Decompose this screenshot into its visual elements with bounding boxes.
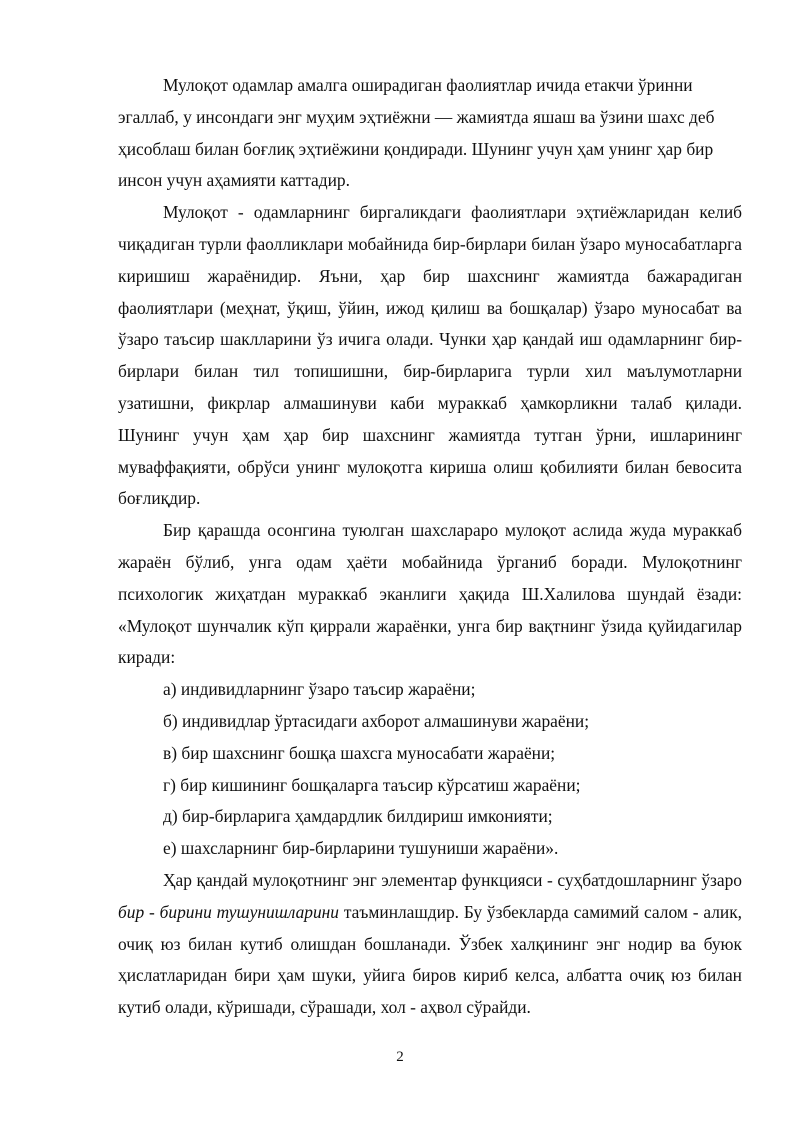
list-item: д) бир-бирларига ҳамдардлик билдириш имконияти; [163, 806, 553, 827]
paragraph-4-text-after: таъминлашдир. Бу ўзбекларда самимий салом - алик, очиқ юз билан кутиб олишдан бошланади. Ўзбек халқининг энг нодир ва буюк ҳислатларидан бири ҳам шуки, уйига биров кириб келса, албатта очиқ юз билан кутиб олади, кўришади, сўрашади, хол - аҳвол сўрайди. [118, 901, 742, 1018]
list-item: г) бир кишининг бошқаларга таъсир кўрсатиш жараёни; [163, 774, 581, 795]
paragraph-3: Бир қарашда осонгина туюлган шахслараро мулоқот аслида жуда мураккаб жараён бўлиб, унга одам ҳаёти мобайнида ўрганиб боради. Мулоқотнинг психологик жиҳатдан мураккаб эканлиги ҳақида Ш.Халилова шундай ёзади: «Мулоқот шунчалик кўп қиррали жараёнки, унга бир вақтнинг ўзида қуйидагилар киради: [118, 520, 742, 668]
paragraph-4-italic-phrase: бир - бирини тушунишларини [118, 901, 339, 922]
list-item: а) индивидларнинг ўзаро таъсир жараёни; [163, 679, 476, 700]
paragraph-2: Мулоқот - одамларнинг биргаликдаги фаолиятлари эҳтиёжларидан келиб чиқадиган турли фаолликлари мобайнида бир-бирлари билан ўзаро муносабатларга киришиш жараёнидир. Яъни, ҳар бир шахснинг жамиятда бажарадиган фаолиятлари (меҳнат, ўқиш, ўйин, ижод қилиш ва бошқалар) ўзаро муносабат ва ўзаро таъсир шаклларини ўз ичига олади. Чунки ҳар қандай иш одамларнинг бир-бирлари билан тил топишишни, бир-бирларига турли хил маълумотларни узатишни, фикрлар алмашинуви каби мураккаб ҳамкорликни талаб қилади. Шунинг учун ҳам ҳар бир шахснинг жамиятда тутган ўрни, ишларининг муваффақияти, обрўси унинг мулоқотга кириша олиш қобилияти билан бевосита боғлиқдир. [118, 202, 742, 509]
page-number: 2 [396, 1049, 404, 1065]
list-item: в) бир шахснинг бошқа шахсга муносабати жараёни; [163, 742, 556, 763]
paragraph-4 [118, 865, 742, 1024]
list-item: е) шахсларнинг бир-бирларини тушуниши жараёни». [163, 838, 559, 859]
paragraph-1: Мулоқот одамлар амалга оширадиган фаолиятлар ичида етакчи ўринни эгаллаб, у инсондаги энг муҳим эҳтиёжни — жамиятда яшаш ва ўзини шахс деб ҳисоблаш билан боғлиқ эҳтиёжини қондиради. Шунинг учун ҳам унинг ҳар бир инсон учун аҳамияти каттадир. [118, 75, 715, 191]
document-page [118, 70, 742, 1024]
list-item: б) индивидлар ўртасидаги ахборот алмашинуви жараёни; [163, 710, 590, 731]
list [118, 674, 742, 865]
paragraph-4-text-before: Ҳар қандай мулоқотнинг энг элементар функцияси - суҳбатдошларнинг ўзаро [163, 869, 742, 890]
